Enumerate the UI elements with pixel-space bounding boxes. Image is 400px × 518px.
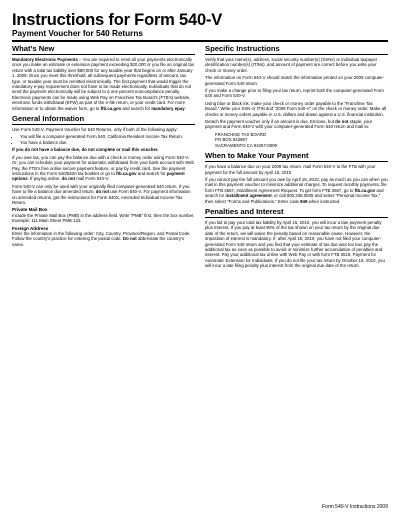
ftb-link[interactable]: ftb.ca.gov	[100, 105, 122, 111]
ink-paragraph: Using blue or black ink, make your check or money order payable to the “Franchise Tax Board.” Write your SSN or ITIN and “2009 Form 540-V” on the check or money order. Make all checks or money orders payable in U.S. dollars and drawn against a U.S. financial institution.	[205, 100, 386, 117]
address-line: SACRAMENTO CA 94267-0009	[215, 142, 277, 148]
ftb-link[interactable]: ftb.ca.gov	[354, 187, 376, 193]
search-term-installment: installment agreement	[225, 193, 272, 199]
title-rule	[12, 40, 388, 42]
text-fragment: Form 540-V can only be used with your originally filed computer-generated 540 return. If you have to file a balance due amended return,	[12, 183, 190, 195]
page-subtitle: Payment Voucher for 540 Returns	[12, 29, 143, 38]
text-fragment: use Form 540-V. For payment information on amended returns, get the instructions for Form 540X, Amended Individual Income Tax Return.	[12, 189, 191, 205]
when-paragraph-2	[205, 177, 388, 204]
mandatory-epay-lead: Mandatory Electronic Payments	[12, 57, 78, 62]
verify-paragraph: Verify that your name(s), address, social security number(s) (SSNs) or individual taxpayer identification number(s) (ITINs), and amount of payment are correct before you write your check or money order.	[205, 57, 378, 73]
no-balance-note	[12, 147, 195, 152]
amended-return-paragraph	[12, 184, 195, 206]
text-fragment: abbreviate the country’s name.	[12, 236, 185, 247]
conditions-list	[12, 134, 195, 145]
section-heading-when: When to Make Your Payment	[205, 151, 388, 162]
left-column	[12, 44, 195, 271]
text-fragment: .	[184, 105, 186, 111]
text-fragment: staple, your payment and Form 540-V with your computer-generated Form 540 return and mail to:	[205, 119, 373, 130]
text-fragment: mail Form 540-V.	[75, 176, 110, 182]
foreign-address-paragraph	[12, 231, 195, 247]
text-fragment: and search for	[121, 105, 152, 111]
right-column	[205, 44, 388, 271]
mailing-address	[215, 132, 388, 148]
text-fragment: and search for	[205, 187, 384, 199]
page-footer: Form 540-V Instructions 2009	[322, 504, 388, 510]
section-heading-penalties: Penalties and Interest	[205, 207, 388, 218]
no-balance-bold: If you do not have a balance due, do not complete or mail this voucher.	[12, 147, 159, 153]
list-item: • You have a balance due.	[20, 140, 195, 145]
do-not-bold: Do not	[123, 236, 137, 242]
do-not-bold: do not	[335, 119, 349, 125]
match-paragraph: The information on Form 540-V should match the information printed on your 2009 computer-generated Form 540 return.	[205, 75, 385, 86]
text-fragment: If you owe tax, you can pay the balance due with a check or money order using Form 540-V. Or, you can schedule your payment for automatic withdrawal from your bank account with Web Pay, the FTB’s free online secure payment feature, or pay by credit card. See the payment instructions in the Form 540/540A tax booklet or go to	[12, 154, 194, 176]
subheading-foreign-address: Foreign Address	[12, 225, 49, 231]
text-fragment: Detach the payment voucher only if an amount is due. Enclose, but	[205, 119, 336, 125]
do-not-bold: do not	[61, 176, 76, 182]
address-line: PO BOX 942867	[215, 137, 248, 143]
detach-paragraph	[205, 119, 388, 130]
address-line: FRANCHISE TAX BOARD	[215, 131, 267, 137]
page-title: Instructions for Form 540-V	[12, 11, 223, 29]
mandatory-epay-paragraph	[12, 57, 195, 111]
owe-tax-paragraph	[12, 155, 195, 182]
when-paragraph-1: If you have a balance due on your 2009 tax return, mail Form 540-V to the FTB with your payment for the full amount by April 15, 2010.	[205, 164, 376, 175]
text-fragment: , or call 800.338.0505 and select “Personal Income Tax,” then select “Forms and Publications.” Enter code	[205, 193, 381, 204]
search-term-payment-options: payment options	[12, 170, 185, 182]
section-heading-whats-new: What’s New	[12, 44, 195, 55]
list-item: • You will file a computer-generated Form 540, California Resident Income Tax Return.	[20, 134, 195, 139]
text-fragment: and search for	[136, 170, 167, 176]
ftb-link[interactable]: ftb.ca.gov	[116, 170, 137, 176]
code-949: 949	[300, 198, 308, 204]
text-fragment: when instructed.	[307, 198, 341, 204]
subheading-private-mail-box: Private Mail Box	[12, 207, 48, 213]
section-heading-general: General Information	[12, 114, 195, 125]
text-fragment: . If paying online,	[27, 176, 62, 182]
penalties-paragraph: If you fail to pay your total tax liability by April 15, 2010, you will incur a late payment penalty plus interest. If you pay at least 90% of the tax shown on your tax return by the original due date of the return, we will waive the penalty based on reasonable cause. However, the imposition of interest is mandatory. If, after April 15, 2010, you have not filed your computer-generated Form 540 return and you find that your estimate of tax due was too low, pay the additional tax as soon as possible to avoid or minimize further accumulation of penalties and interest. Pay your additional tax online with Web Pay or with form FTB 3519, Payment for Automatic Extension for Individuals. If you do not file your tax return by October 15, 2010, you will incur a late filing penalty plus interest from the original due date of the return.	[205, 219, 385, 269]
text-fragment: If you cannot pay the full amount you owe by April 15, 2010, pay as much as you can when you mail in this payment voucher to minimize additional charges. To request monthly payments, file form FTB 3567, Installment Agreement Request. To get form FTB 3567, go to	[205, 176, 388, 193]
text-fragment: Enter the information in the following order: City, Country, Province/Region, and Postal Code. Follow the country’s practice for entering the postal code.	[12, 230, 191, 242]
mandatory-epay-text: – You are required to remit all your payments electronically once you make an estimate or extension payment exceeding $20,000 or you file an original tax return with a total tax liability over $80,000 for any taxable year that begins on or after January 1, 2009. Once you meet this threshold, all subsequent payments regardless of amount, tax type, or taxable year must be remitted electronically. The first payment that would trigger the mandatory e-pay requirement does not have to be made electronically. Individuals that do not send the payment electronically will be subject to a one percent noncompliance penalty. Electronic payments can be made using Web Pay on Franchise Tax Board’s (FTB’s) website, electronic funds withdrawal (EFW) as part of the e-file return, or your credit card. For more information or to obtain the waiver form, go to	[12, 57, 195, 111]
search-term-mandatory-epay: mandatory epay	[151, 105, 185, 111]
section-heading-specific: Specific Instructions	[205, 44, 388, 55]
general-intro: Use Form 540-V, Payment Voucher for 540 Returns, only if both of the following apply:	[12, 127, 178, 133]
two-column-body	[12, 44, 388, 271]
document-page	[12, 12, 388, 510]
pmb-paragraph: Include the Private Mail Box (PMB) in the address field. Write “PMB” first, then the box number. Example: 111 Main Street PMB 123.	[12, 212, 195, 224]
do-not-bold: do not	[95, 189, 110, 195]
reprint-paragraph: If you make a change prior to filing your tax return, reprint both the computer-generated Form 540 and Form 540-V.	[205, 88, 384, 99]
